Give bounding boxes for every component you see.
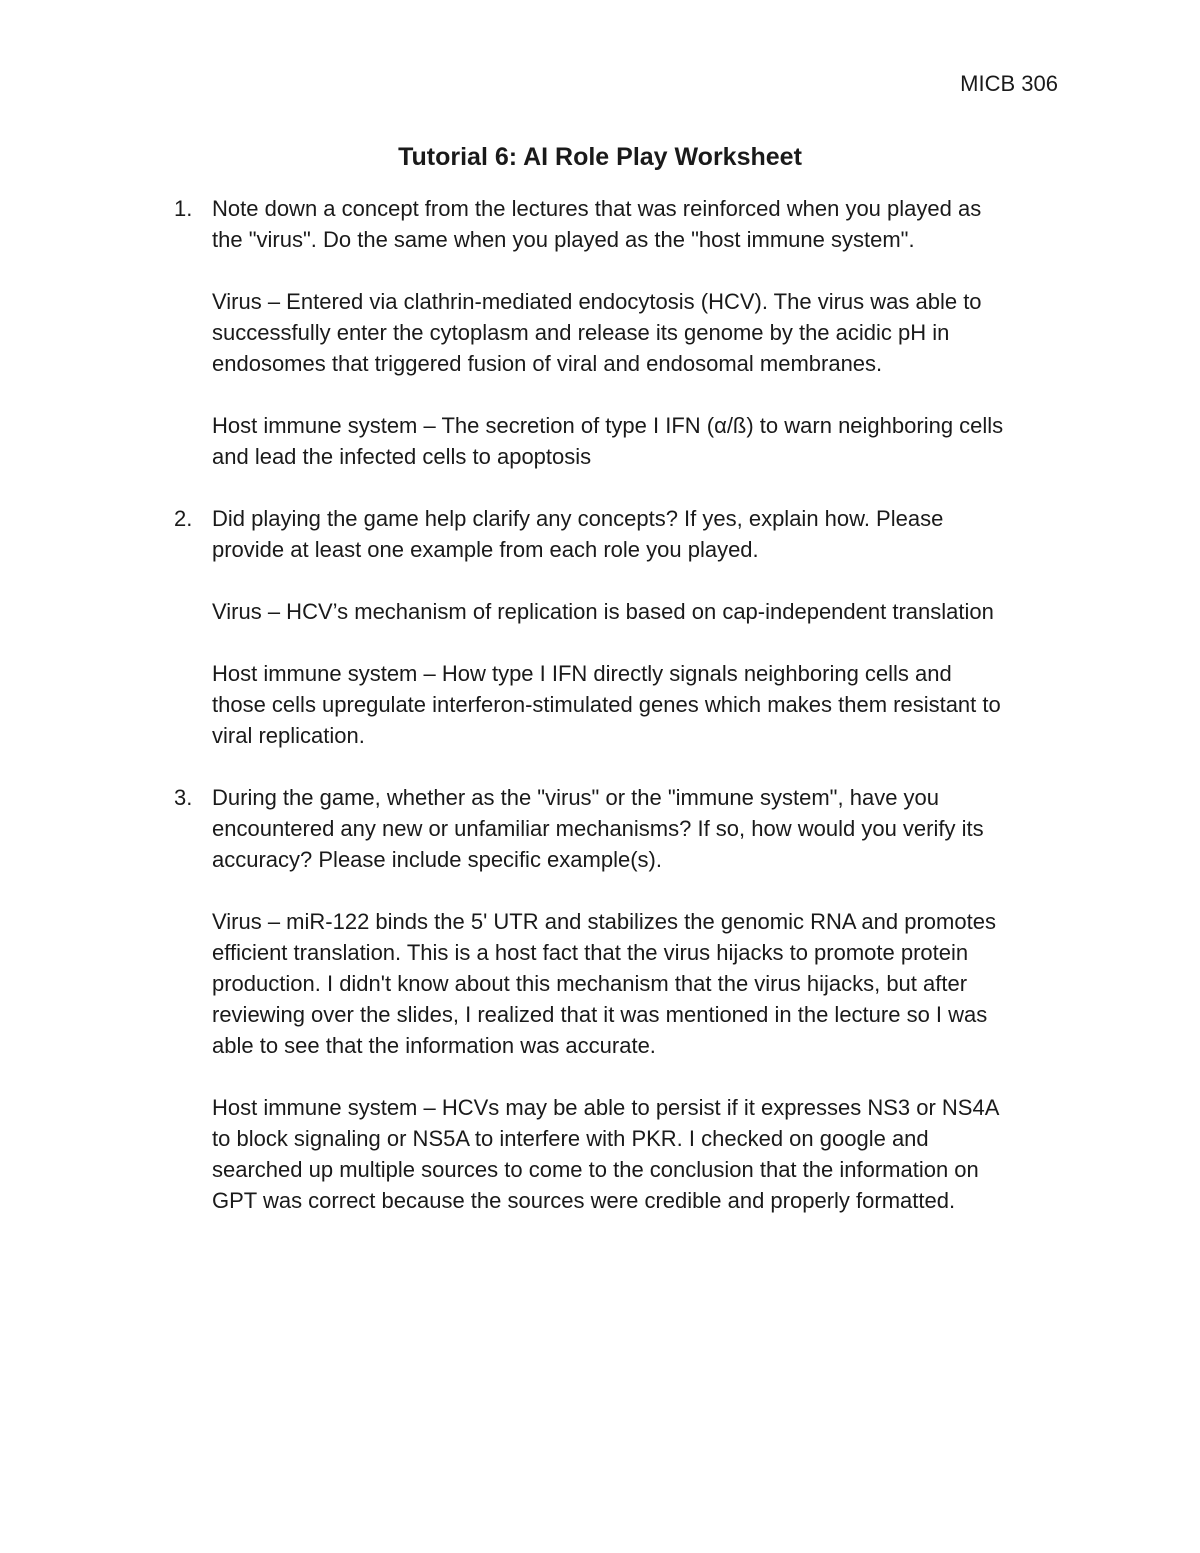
answer-paragraph: [0, 596, 1200, 627]
question-prompt-line: provide at least one example from each role you played.: [212, 537, 759, 562]
answer-line: those cells upregulate interferon-stimulated genes which makes them resistant to: [212, 692, 1001, 717]
question-prompt-line: accuracy? Please include specific example(s).: [212, 847, 662, 872]
answer-line: successfully enter the cytoplasm and release its genome by the acidic pH in: [212, 320, 950, 345]
answer-line: Virus – miR-122 binds the 5' UTR and stabilizes the genomic RNA and promotes: [212, 909, 996, 934]
answer-paragraph: [0, 658, 1200, 751]
answer-paragraph: [0, 906, 1200, 1061]
answer-line: Host immune system – HCVs may be able to persist if it expresses NS3 or NS4A: [212, 1095, 1000, 1120]
answer-line: production. I didn't know about this mechanism that the virus hijacks, but after: [212, 971, 968, 996]
answer-line: endosomes that triggered fusion of viral and endosomal membranes.: [212, 351, 883, 376]
question-item: [0, 503, 1200, 751]
question-prompt-line: encountered any new or unfamiliar mechanisms? If so, how would you verify its: [212, 816, 984, 841]
answer-line: Virus – HCV’s mechanism of replication is based on cap-independent translation: [212, 599, 994, 624]
answer-line: able to see that the information was accurate.: [212, 1033, 656, 1058]
page-title: Tutorial 6: AI Role Play Worksheet: [398, 143, 802, 171]
answer-paragraph: [0, 410, 1200, 472]
answer-paragraph: [0, 286, 1200, 379]
answer-line: reviewing over the slides, I realized that it was mentioned in the lecture so I was: [212, 1002, 988, 1027]
answer-paragraph: [0, 1092, 1200, 1216]
question-item: [0, 782, 1200, 1216]
answer-line: searched up multiple sources to come to the conclusion that the information on: [212, 1157, 979, 1182]
answer-line: GPT was correct because the sources were credible and properly formatted.: [212, 1188, 956, 1213]
question-item: [0, 193, 1200, 472]
answer-line: efficient translation. This is a host fact that the virus hijacks to promote protein: [212, 940, 969, 965]
answer-line: viral replication.: [212, 723, 365, 748]
question-prompt-line: Note down a concept from the lectures that was reinforced when you played as: [212, 196, 982, 221]
question-prompt-line: the "virus". Do the same when you played as the "host immune system".: [212, 227, 915, 252]
answer-line: and lead the infected cells to apoptosis: [212, 444, 592, 469]
question-list: [0, 193, 1200, 1247]
answer-line: to block signaling or NS5A to interfere with PKR. I checked on google and: [212, 1126, 929, 1151]
answer-line: Host immune system – How type I IFN directly signals neighboring cells and: [212, 661, 952, 686]
question-number: 1.: [174, 196, 193, 221]
course-code: MICB 306: [960, 71, 1058, 96]
answer-line: Host immune system – The secretion of type I IFN (α/ß) to warn neighboring cells: [212, 413, 1004, 438]
answer-line: Virus – Entered via clathrin-mediated endocytosis (HCV). The virus was able to: [212, 289, 982, 314]
question-number: 3.: [174, 785, 193, 810]
question-prompt-line: Did playing the game help clarify any concepts? If yes, explain how. Please: [212, 506, 944, 531]
question-prompt-line: During the game, whether as the "virus" or the "immune system", have you: [212, 785, 940, 810]
question-number: 2.: [174, 506, 193, 531]
